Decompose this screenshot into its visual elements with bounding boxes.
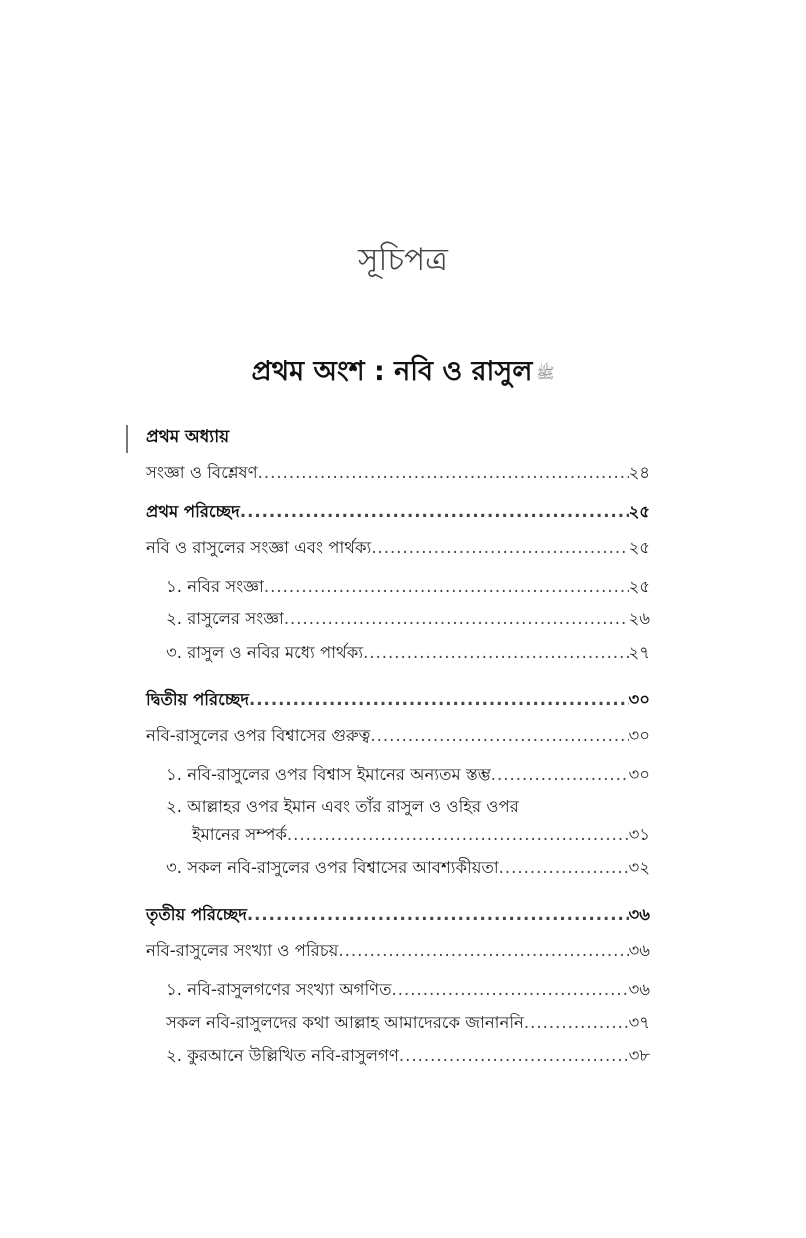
- toc-entry[interactable]: [146, 937, 650, 965]
- toc-entry-label: ৩. রাসুল ও নবির মধ্যে পার্থক্য: [166, 643, 364, 662]
- toc-entry-page: ২৪: [628, 463, 650, 482]
- dot-leader: [240, 498, 629, 526]
- toc-subentry[interactable]: [166, 854, 650, 882]
- toc-entry-label: ২. কুরআনে উল্লিখিত নবি-রাসুলগণ: [166, 1046, 399, 1065]
- toc-entry[interactable]: [146, 534, 650, 562]
- toc-entry-page: ৩০: [628, 690, 650, 709]
- toc-subentry[interactable]: [166, 573, 650, 601]
- toc-entry-page: ২৫: [628, 577, 650, 596]
- toc-subentry[interactable]: [192, 821, 650, 849]
- toc-subentry-line1[interactable]: ২. আল্লাহর ওপর ইমান এবং তাঁর রাসুল ও ওহির ওপর: [166, 797, 519, 816]
- toc-entry-label: ২. রাসুলের সংজ্ঞা: [166, 609, 284, 628]
- toc-subentry[interactable]: [166, 976, 650, 1004]
- part-heading: [0, 350, 806, 395]
- toc-entry-page: ৩১: [628, 825, 650, 844]
- toc-entry-label: ৩. সকল নবি-রাসুলের ওপর বিশ্বাসের আবশ্যকীয়তা: [166, 858, 499, 877]
- toc-entry-page: ৩৬: [628, 980, 650, 999]
- dot-leader: [499, 854, 629, 882]
- page-title: সূচিপত্র: [358, 242, 448, 278]
- toc-entry-page: ২৫: [628, 502, 650, 521]
- toc-entry-label: ১. নবির সংজ্ঞা: [166, 577, 264, 596]
- toc-entry-label: দ্বিতীয় পরিচ্ছেদ: [146, 690, 250, 709]
- toc-section-heading[interactable]: [146, 686, 650, 714]
- dot-leader: [363, 639, 628, 667]
- toc-section-heading[interactable]: [146, 901, 650, 929]
- toc-subentry[interactable]: [166, 1009, 650, 1037]
- toc-entry-page: ৩০: [628, 726, 650, 745]
- toc-entry-label: নবি-রাসুলের ওপর বিশ্বাসের গুরুত্ব: [146, 726, 371, 745]
- toc-entry-page: ২৭: [628, 643, 650, 662]
- part-heading-text: প্রথম অংশ : নবি ও রাসুল: [251, 356, 533, 387]
- dot-leader: [284, 605, 629, 633]
- toc-section-heading[interactable]: [146, 498, 650, 526]
- dot-leader: [491, 761, 629, 789]
- dot-leader: [399, 1042, 629, 1070]
- dot-leader: [264, 573, 629, 601]
- toc-entry-page: ২৬: [628, 609, 650, 628]
- toc-entry-page: ৩৬: [628, 941, 650, 960]
- toc-entry-label: সংজ্ঞা ও বিশ্লেষণ: [146, 463, 258, 482]
- toc-entry-page: ৩৭: [628, 1013, 650, 1032]
- dot-leader: [370, 722, 628, 750]
- dot-leader: [371, 534, 628, 562]
- toc-entry-label: ১. নবি-রাসুলগণের সংখ্যা অগণিত: [166, 980, 392, 999]
- toc-entry-label: সকল নবি-রাসুলদের কথা আল্লাহ আমাদেরকে জানাননি: [166, 1013, 524, 1032]
- toc-subentry[interactable]: [166, 605, 650, 633]
- toc-entry-page: ৩০: [628, 765, 650, 784]
- toc-entry-page: ৩৮: [628, 1046, 650, 1065]
- chapter-heading: প্রথম অধ্যায়: [146, 427, 230, 447]
- toc-entry[interactable]: [146, 722, 650, 750]
- dot-leader: [392, 976, 629, 1004]
- dot-leader: [247, 901, 629, 929]
- toc-entry-label: ইমানের সম্পর্ক: [192, 825, 287, 844]
- toc-entry-label: প্রথম পরিচ্ছেদ: [146, 502, 240, 521]
- dot-leader: [338, 937, 628, 965]
- toc-entry-page: ৩২: [628, 858, 650, 877]
- toc-subentry[interactable]: [166, 639, 650, 667]
- toc-entry[interactable]: [146, 459, 650, 487]
- toc-entry-page: ৩৬: [628, 905, 650, 924]
- toc-entry-label: ১. নবি-রাসুলের ওপর বিশ্বাস ইমানের অন্যতম স্তম্ভ: [166, 765, 491, 784]
- toc-subentry[interactable]: [166, 761, 650, 789]
- toc-entry-label: নবি-রাসুলের সংখ্যা ও পরিচয়: [146, 941, 339, 960]
- margin-rule: [126, 425, 128, 453]
- dot-leader: [524, 1009, 629, 1037]
- dot-leader: [249, 686, 629, 714]
- toc-entry-page: ২৫: [628, 538, 650, 557]
- honorific-glyph: ﷺ: [536, 363, 555, 382]
- toc-entry-label: তৃতীয় পরিচ্ছেদ: [146, 905, 247, 924]
- dot-leader: [258, 459, 629, 487]
- dot-leader: [287, 821, 629, 849]
- toc-subentry[interactable]: [166, 1042, 650, 1070]
- toc-entry-label: নবি ও রাসুলের সংজ্ঞা এবং পার্থক্য: [146, 538, 372, 557]
